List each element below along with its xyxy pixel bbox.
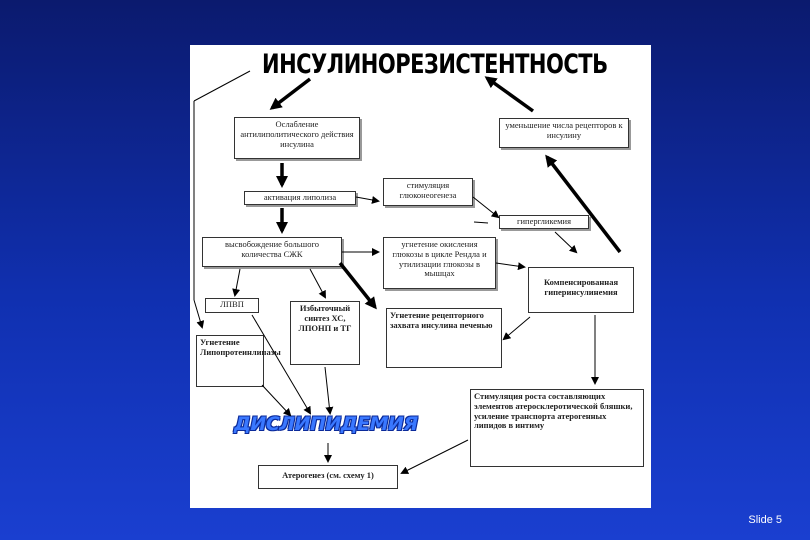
thin-arrows (194, 71, 595, 473)
arrow-oxidation-to-hyperinsulinemia (496, 263, 524, 267)
box-hyperglycemia: гипергликемия (499, 215, 589, 229)
box-hyperinsulinemia: Компенсированная гиперинсулинемия (528, 267, 634, 313)
box-gluconeogenesis: стимуляция глюконеогенеза (383, 178, 473, 206)
dyslipidemia-label: ДИСЛИПИДЕМИЯ (234, 413, 418, 435)
arrow-to-receptors (547, 157, 620, 252)
arrow-ffa-to-hdl (235, 269, 240, 295)
diagram-title: ИНСУЛИНОРЕЗИСТЕНТНОСТЬ (262, 49, 608, 79)
box-antilipolytic: Ослабление антилиполитического действия инсулина (234, 117, 360, 159)
diagram-panel (190, 45, 651, 508)
box-synthesis: Избыточный синтез ХС, ЛПОНП и ТГ (290, 301, 360, 365)
box-lipolysis: активация липолиза (244, 191, 356, 205)
arrow-hyperglycemia-to-hyperinsulinemia (555, 232, 576, 252)
arrow-synthesis-to-dyslipidemia (325, 367, 330, 413)
arrow-plaque-to-atherogenesis (402, 440, 468, 473)
thick-arrows (272, 78, 620, 307)
box-plaque-growth: Стимуляция роста составляющих элементов атеросклеротической бляшки, усиление транспорта атерогенных липидов в интиму (470, 389, 644, 467)
arrow-receptors-to-title (487, 78, 533, 111)
arrow-ffa-to-hepatic (340, 263, 375, 307)
arrow-hdl-to-dyslipidemia (252, 315, 310, 413)
arrow-ffa-to-synthesis (310, 269, 325, 297)
box-glucose-oxidation: угнетение окисления глюкозы в цикле Рендла и утилизации глюкозы в мышцах (383, 237, 496, 289)
box-hepatic-uptake: Угнетение рецепторного захвата инсулина печенью (386, 308, 502, 368)
box-receptors: уменьшение числа рецепторов к инсулину (499, 118, 629, 148)
box-ffa: высвобождение большого количества СЖК (202, 237, 342, 267)
connector-arrows (190, 45, 651, 508)
box-atherogenesis: Атерогенез (см. схему 1) (258, 465, 398, 489)
arrow-to-lipoprotein-lipase (194, 300, 202, 327)
slide-number: Slide 5 (748, 514, 782, 526)
box-hdl: ЛПВП (205, 298, 259, 313)
arrow-hyperinsulinemia-to-hepatic (504, 317, 530, 339)
arrow-lipolysis-to-gluconeogenesis (356, 197, 378, 201)
arrow-gluconeogenesis-to-hyperglycemia (473, 197, 498, 217)
box-lipoprotein-lipase: Угнетение Липопротеинлипазы (196, 335, 264, 387)
line-hyperglycemia-left (474, 222, 488, 223)
line-title-left (194, 71, 250, 101)
arrow-lipase-to-dyslipidemia (262, 385, 290, 415)
arrow-title-to-antilipolytic (272, 79, 310, 108)
